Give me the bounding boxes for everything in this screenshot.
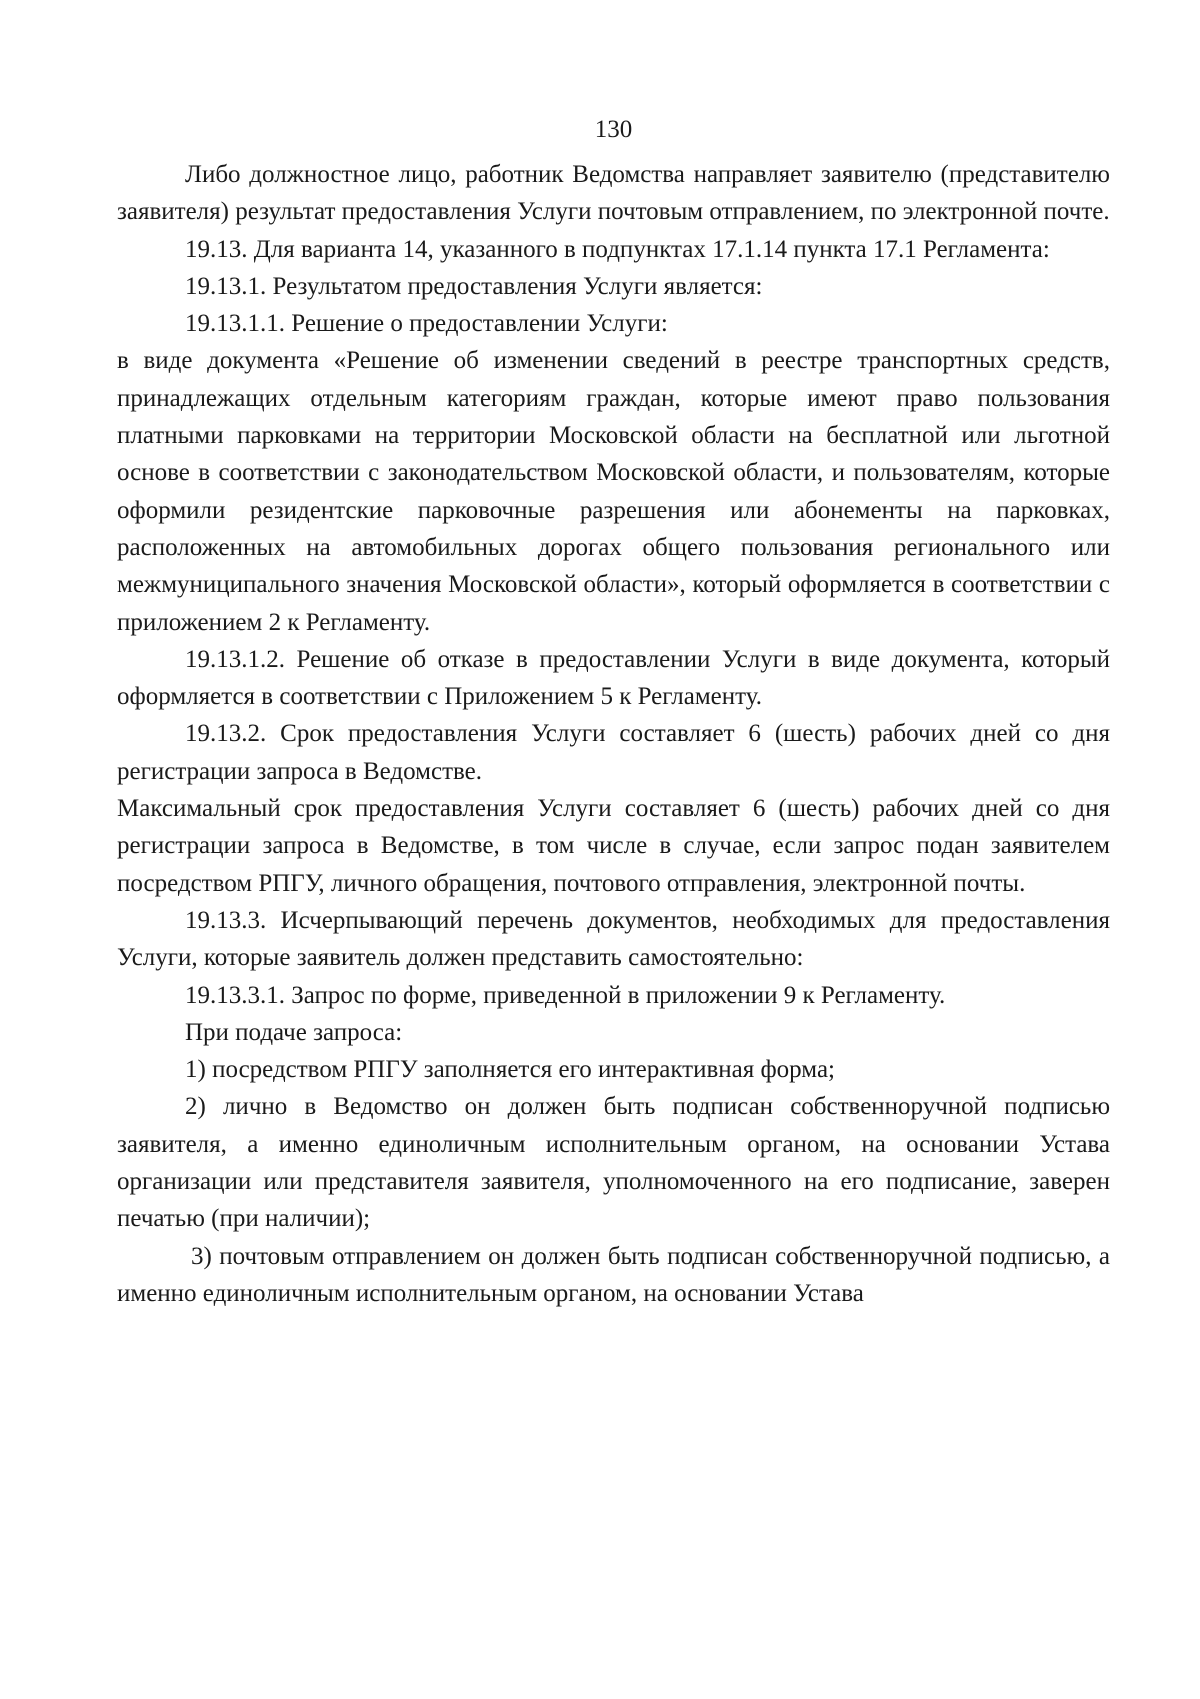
list-item-in-person: 2) лично в Ведомство он должен быть подписан собственноручной подписью заявителя, а именно единоличным исполнительным органом, на основании Устава организации или представителя заявителя, уполномоченного на его подписание, заверен печатью (при наличии); <box>117 1093 1110 1233</box>
paragraph-positive-decision: 19.13.1.1. Решение о предоставлении Услуги: <box>185 310 668 338</box>
paragraph-refusal-decision: 19.13.1.2. Решение об отказе в предоставлении Услуги в виде документа, который оформляется в соответствии с Приложением 5 к Регламенту. <box>117 645 1110 711</box>
paragraph-result-heading: 19.13.1. Результатом предоставления Услуги является: <box>185 272 763 300</box>
list-item-rpgu: 1) посредством РПГУ заполняется его интерактивная форма; <box>185 1056 835 1084</box>
paragraph-service-term: 19.13.2. Срок предоставления Услуги составляет 6 (шесть) рабочих дней со дня регистрации запроса в Ведомстве. <box>117 720 1110 785</box>
paragraph-documents-list: 19.13.3. Исчерпывающий перечень документов, необходимых для предоставления Услуги, которые заявитель должен представить самостоятельно: <box>117 906 1110 972</box>
paragraph-max-term: Максимальный срок предоставления Услуги составляет 6 (шесть) рабочих дней со дня регистрации запроса в Ведомстве, в том числе в случае, если запрос подан заявителем посредством РПГУ, личного обращения, почтового отправления, электронной почты. <box>117 795 1110 897</box>
paragraph-submission-heading: При подаче запроса: <box>185 1018 403 1046</box>
list-item-postal: 3) почтовым отправлением он должен быть подписан собственноручной подписью, а именно единоличным исполнительным органом, на основании Устава <box>117 1242 1110 1307</box>
paragraph-request-form: 19.13.3.1. Запрос по форме, приведенной в приложении 9 к Регламенту. <box>185 981 946 1009</box>
document-page <box>117 112 1110 1312</box>
paragraph-variant-14: 19.13. Для варианта 14, указанного в подпунктах 17.1.14 пункта 17.1 Регламента: <box>185 235 1050 263</box>
page-number: 130 <box>594 116 633 143</box>
paragraph-result-delivery: Либо должностное лицо, работник Ведомства направляет заявителю (представителю заявителя) результат предоставления Услуги почтовым отправлением, по электронной почте. <box>117 161 1110 226</box>
paragraph-decision-document: в виде документа «Решение об изменении сведений в реестре транспортных средств, принадлежащих отдельным категориям граждан, которые имеют право пользования платными парковками на территории Московской области на бесплатной или льготной основе в соответствии с законодательством Московской области, и пользователям, которые оформили резидентские парковочные разрешения или абонементы на парковках, расположенных на автомобильных дорогах общего пользования регионального или межмуниципального значения Московской области», который оформляется в соответствии с приложением 2 к Регламенту. <box>117 347 1110 636</box>
document-body <box>117 156 1110 1312</box>
